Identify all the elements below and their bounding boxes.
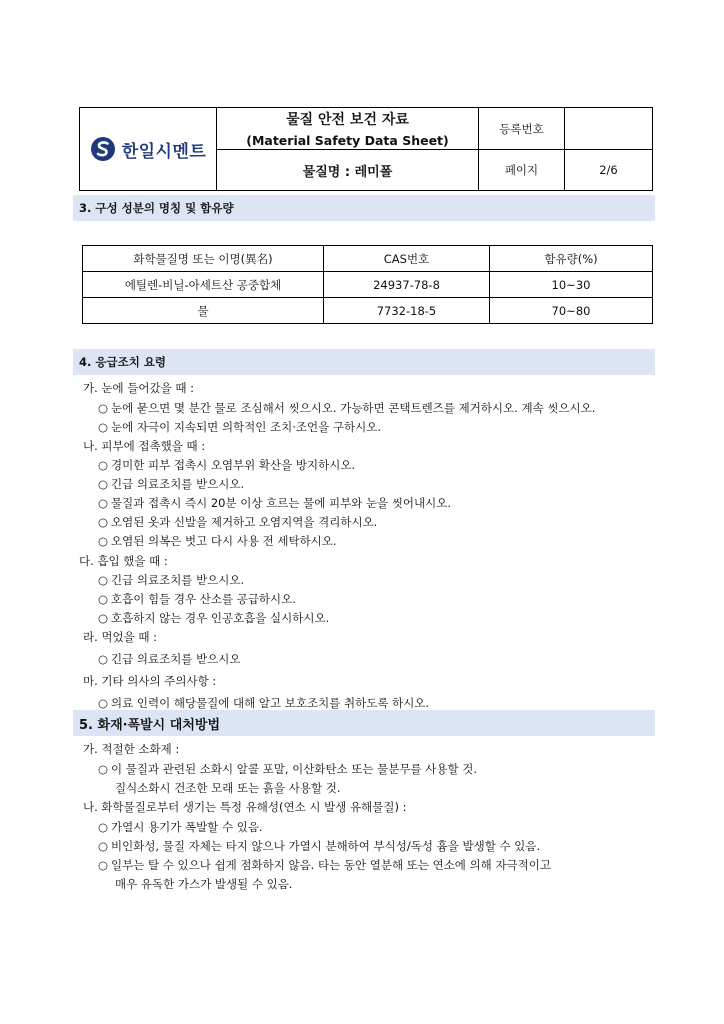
bullet-icon: ○ [98,696,109,710]
page-number: 2/6 [565,150,653,191]
list-item [98,838,540,854]
bullet-icon: ○ [98,858,109,872]
list-item-text: 호흡이 힘들 경우 산소를 공급하시오. [111,592,296,606]
reg-label: 등록번호 [479,108,565,150]
list-item [98,419,381,435]
document-subtitle: (Material Safety Data Sheet) [246,133,449,148]
bullet-icon: ○ [98,762,109,776]
list-item [98,514,377,530]
list-item-text: 물질과 접촉시 즉시 20분 이상 흐르는 물에 피부와 눈을 씻어내시오. [111,496,452,510]
list-item-continuation: 질식소화시 건조한 모래 또는 흙을 사용할 것. [115,781,341,795]
logo-cell [80,108,217,191]
list-item-text: 호흡하지 않는 경우 인공호흡을 실시하시오. [111,611,330,625]
column-header: 함유량(%) [490,246,653,272]
list-item [98,761,477,777]
list-item-text: 눈에 자극이 지속되면 의학적인 조치·조언을 구하시오. [111,420,381,434]
bullet-icon: ○ [98,534,109,548]
bullet-icon: ○ [98,515,109,529]
sub-heading: 가. 눈에 들어갔을 때 : [83,381,195,395]
table-cell: 7732-18-5 [324,298,490,324]
material-name: 물질명 : 레미폴 [217,150,479,191]
list-item-text: 긴급 의료조치를 받으시오. [111,477,245,491]
bullet-icon: ○ [98,573,109,587]
bullet-icon: ○ [98,401,109,415]
sub-heading: 마. 기타 의사의 주의사항 : [83,674,217,688]
list-item-text: 경미한 피부 접촉시 오염부위 확산을 방지하시오. [111,458,356,472]
section5-heading: 5. 화재·폭발시 대처방법 [73,710,655,736]
list-item [98,400,595,416]
list-item [98,695,429,711]
bullet-icon: ○ [98,458,109,472]
section4-heading: 4. 응급조치 요령 [73,349,655,375]
list-item-text: 가열시 용기가 폭발할 수 있음. [111,820,263,834]
table-cell: 24937-78-8 [324,272,490,298]
list-item-text: 일부는 탈 수 있으나 쉽게 점화하지 않음. 타는 동안 열분해 또는 연소에 의해 자극적이고 [111,858,551,872]
list-item-text: 긴급 의료조치를 받으시오 [111,652,241,666]
bullet-icon: ○ [98,592,109,606]
list-item-text: 오염된 의복은 벗고 다시 사용 전 세탁하시오. [111,534,337,548]
list-item [98,591,296,607]
sub-heading: 나. 화학물질로부터 생기는 특정 유해성(연소 시 발생 유해물질) : [83,800,407,814]
list-item-text: 눈에 묻으면 몇 분간 물로 조심해서 씻으시오. 가능하면 콘택트렌즈를 제거하시오. 계속 씻으시오. [111,401,596,415]
composition-table [82,245,653,324]
list-item [98,651,241,667]
table-cell: 70~80 [490,298,653,324]
table-row [83,298,653,324]
list-item-text: 의료 인력이 해당물질에 대해 알고 보호조치를 취하도록 하시오. [111,696,430,710]
document-title: 물질 안전 보건 자료 [286,112,409,128]
list-item [98,533,337,549]
bullet-icon: ○ [98,839,109,853]
table-row [83,272,653,298]
sub-heading: 다. 흡입 했을 때 : [79,554,168,568]
list-item-continuation: 매우 유독한 가스가 발생될 수 있음. [115,877,293,891]
bullet-icon: ○ [98,496,109,510]
table-header-row [83,246,653,272]
list-item [98,572,244,588]
bullet-icon: ○ [98,477,109,491]
bullet-icon: ○ [98,652,109,666]
list-item-text: 긴급 의료조치를 받으시오. [111,573,245,587]
document-title-cell [217,108,479,150]
list-item [98,610,329,626]
column-header: CAS번호 [324,246,490,272]
sub-heading: 가. 적절한 소화제 : [83,742,180,756]
list-item [98,819,263,835]
reg-value [565,108,653,150]
list-item [98,457,355,473]
list-item-text: 이 물질과 관련된 소화시 알콜 포말, 이산화탄소 또는 물분무를 사용할 것. [111,762,478,776]
company-logo-icon [90,136,116,162]
sub-heading: 나. 피부에 접촉했을 때 : [83,439,206,453]
company-name: 한일시멘트 [121,141,207,162]
list-item [98,495,451,511]
table-cell: 에틸렌-비닐-아세트산 공중합체 [83,272,324,298]
section3-heading: 3. 구성 성분의 명칭 및 함유량 [73,195,655,221]
bullet-icon: ○ [98,611,109,625]
list-item-text: 오염된 옷과 신발을 제거하고 오염지역을 격리하시오. [111,515,378,529]
header-table [79,107,653,191]
sub-heading: 라. 먹었을 때 : [83,630,158,644]
table-cell: 물 [83,298,324,324]
list-item [98,476,244,492]
bullet-icon: ○ [98,420,109,434]
list-item [98,857,551,873]
column-header: 화학물질명 또는 이명(異名) [83,246,324,272]
list-item-text: 비인화성, 물질 자체는 타지 않으나 가열시 분해하여 부식성/독성 흄을 발생할 수 있음. [111,839,541,853]
bullet-icon: ○ [98,820,109,834]
page-label: 페이지 [479,150,565,191]
table-cell: 10~30 [490,272,653,298]
